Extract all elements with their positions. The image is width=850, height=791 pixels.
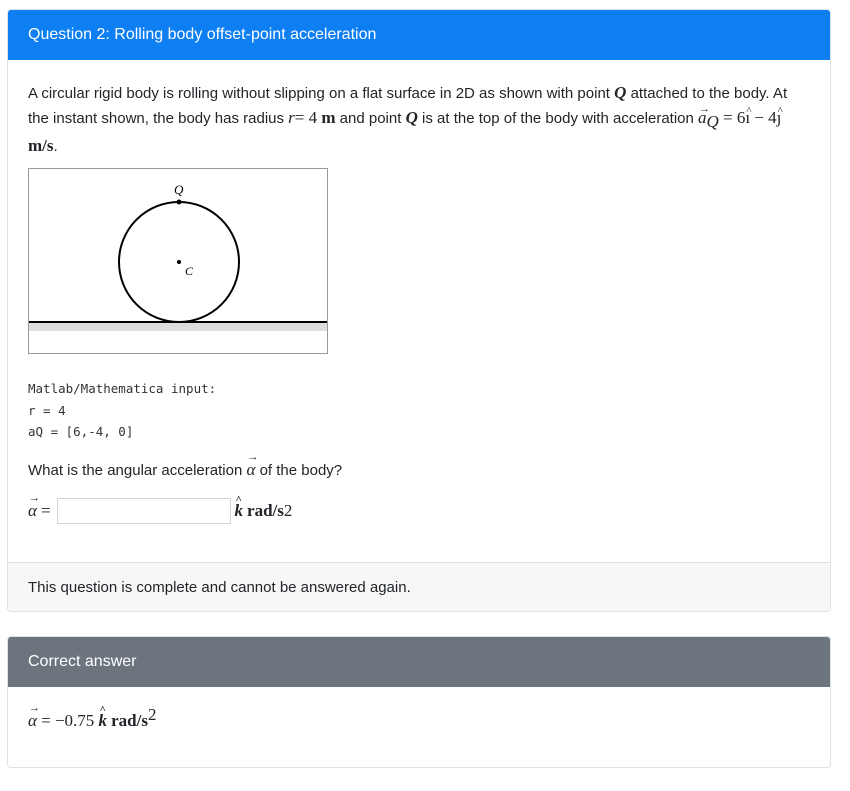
intro-text: is at the top of the body with <box>422 110 609 127</box>
answer-unit-exponent: 2 <box>283 501 293 520</box>
equals-sign: = <box>40 501 51 520</box>
accel-x-value: = 6 <box>723 108 746 127</box>
completion-message: This question is complete and cannot be answered again. <box>28 578 411 596</box>
point-q-marker <box>177 200 182 205</box>
prompt-text: What is the angular acceleration <box>28 462 243 479</box>
question-title: Question 2: Rolling body offset-point acceleration <box>28 26 377 43</box>
center-label: C <box>185 264 194 278</box>
correct-answer-title: Correct answer <box>28 653 137 670</box>
code-line-r: r = 4 <box>28 403 66 418</box>
point-q-label: Q <box>174 182 184 197</box>
prompt-text: of the body? <box>259 462 343 479</box>
accel-y-value: − 4 <box>754 108 777 127</box>
intro-text: acceleration <box>612 110 694 127</box>
code-heading: Matlab/Mathematica input: <box>28 381 217 396</box>
k-hat: ^ k <box>235 501 244 521</box>
accel-unit: m/s <box>28 136 54 155</box>
correct-answer-header <box>8 637 830 687</box>
intro-text: and point <box>339 110 402 127</box>
accel-symbol: → a <box>698 106 707 130</box>
intro-text: attached to the <box>630 85 730 102</box>
alpha-symbol: → α <box>28 711 37 731</box>
question-intro <box>28 81 808 159</box>
correct-unit-exponent: 2 <box>147 705 157 724</box>
correct-answer-value <box>28 705 156 731</box>
rolling-body-figure <box>28 168 328 354</box>
radius-symbol: r <box>288 108 295 127</box>
accel-subscript: Q <box>706 112 719 131</box>
question-prompt <box>28 460 342 480</box>
intro-text: body. At the instant shown, the body has radius <box>28 85 788 127</box>
intro-text: A circular rigid body is rolling without slipping on a flat surface in 2D as shown with point <box>28 85 610 102</box>
rolling-body-diagram <box>29 169 327 353</box>
point-q-symbol: Q <box>614 83 627 102</box>
j-hat: ^ ȷ <box>777 106 782 130</box>
question-header <box>8 10 830 60</box>
intro-period: . <box>53 138 58 155</box>
answer-row <box>28 498 292 524</box>
answer-unit: rad/s <box>247 501 284 520</box>
correct-answer-card <box>7 636 831 768</box>
center-marker <box>177 260 181 264</box>
radius-value: = 4 <box>294 108 318 127</box>
point-q-symbol: Q <box>405 108 418 127</box>
question-card <box>7 9 831 612</box>
angular-acceleration-input[interactable] <box>57 498 231 524</box>
i-hat: ^ ı <box>745 106 750 130</box>
radius-unit: m <box>321 108 336 127</box>
alpha-symbol: → α <box>28 501 37 521</box>
correct-unit: rad/s <box>111 711 148 730</box>
ground-shading <box>29 322 327 331</box>
k-hat: ^ k <box>98 711 107 731</box>
correct-value: = −0.75 <box>41 711 95 730</box>
question-footer <box>8 562 830 611</box>
alpha-symbol: → α <box>246 460 255 480</box>
code-line-aq: aQ = [6,-4, 0] <box>28 424 134 439</box>
